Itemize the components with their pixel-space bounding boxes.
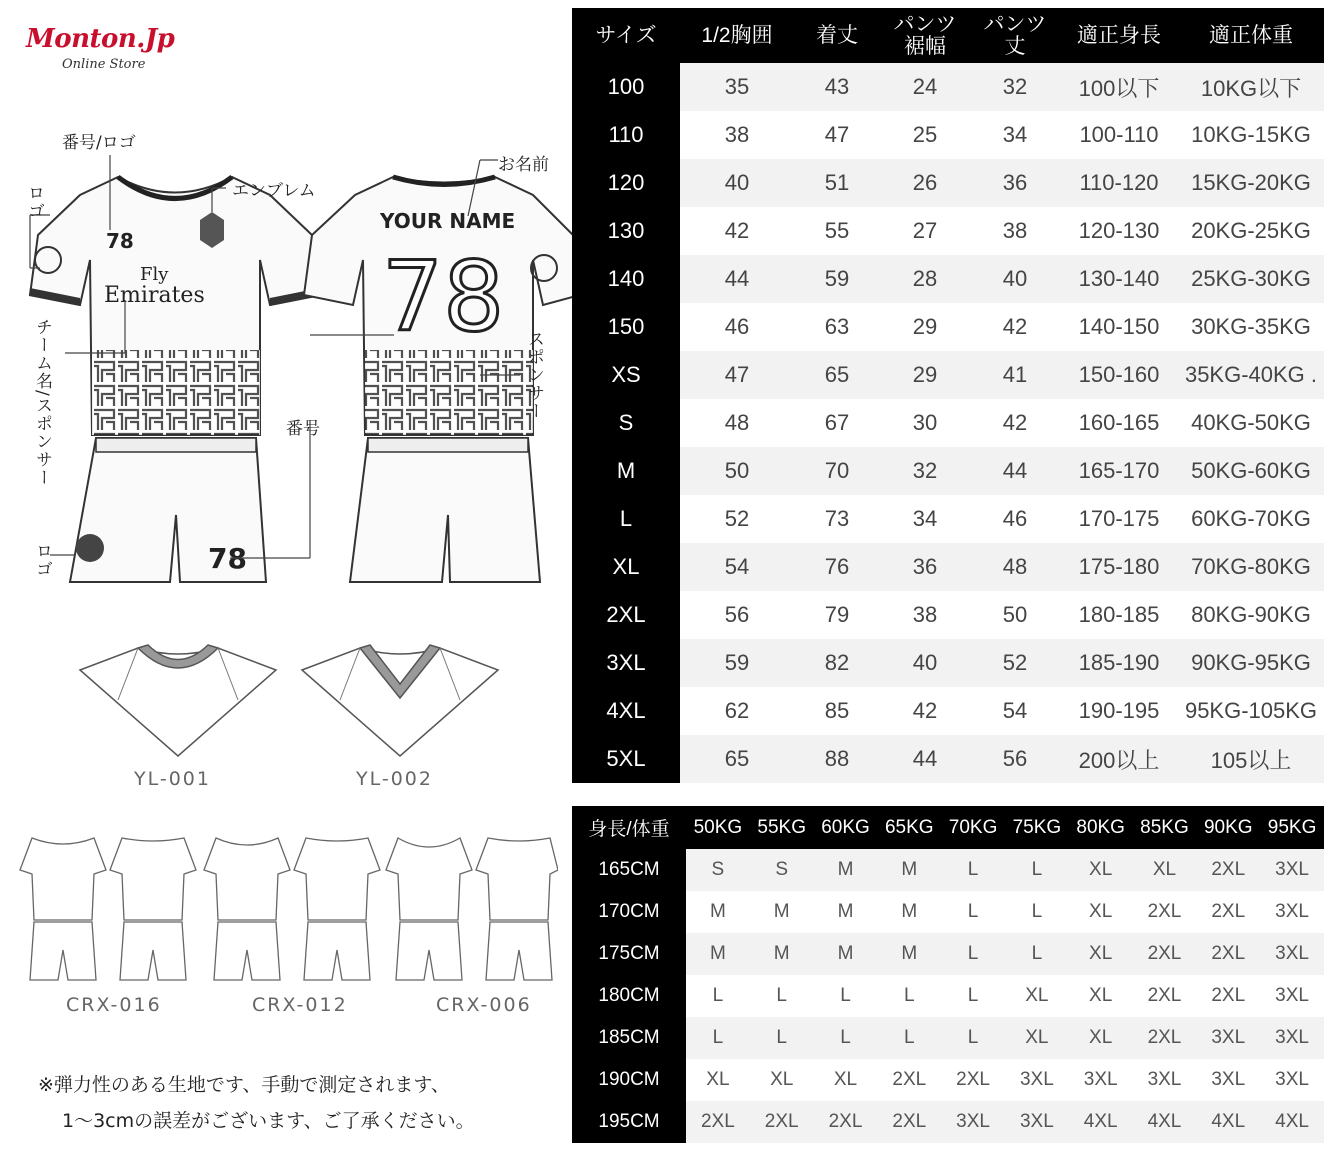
table-cell: M xyxy=(877,849,941,891)
column-header: 70KG xyxy=(941,806,1005,849)
back-name: YOUR NAME xyxy=(380,209,516,233)
table-cell: 2XL xyxy=(1196,849,1260,891)
table-cell: 26 xyxy=(880,159,970,207)
table-cell: 65 xyxy=(680,735,794,783)
table-cell: M xyxy=(686,933,750,975)
table-cell: 2XL xyxy=(814,1101,878,1143)
table-cell: 95KG-105KG xyxy=(1178,687,1324,735)
size-label: 3XL xyxy=(572,639,680,687)
column-header: 90KG xyxy=(1196,806,1260,849)
column-header: 適正身長 xyxy=(1060,8,1178,63)
size-label: 100 xyxy=(572,63,680,111)
table-cell: 180-185 xyxy=(1060,591,1178,639)
table-cell: 130-140 xyxy=(1060,255,1178,303)
size-label: 140 xyxy=(572,255,680,303)
table-cell: 85 xyxy=(794,687,880,735)
table-row xyxy=(572,891,1324,933)
sponsor-line2: Emirates xyxy=(104,283,205,308)
column-header: 50KG xyxy=(686,806,750,849)
table-row xyxy=(572,1059,1324,1101)
table-cell: 29 xyxy=(880,351,970,399)
table-cell: 46 xyxy=(970,495,1060,543)
table-cell: 52 xyxy=(680,495,794,543)
table-cell: 38 xyxy=(880,591,970,639)
front-shirt xyxy=(29,177,321,435)
table-cell: 2XL xyxy=(1196,891,1260,933)
column-header: 65KG xyxy=(877,806,941,849)
table-cell: XL xyxy=(750,1059,814,1101)
size-table-header xyxy=(572,8,1324,63)
callout-your-name: お名前 xyxy=(498,155,549,175)
table-cell: 24 xyxy=(880,63,970,111)
table-cell: XL xyxy=(1005,1017,1069,1059)
sponsor-line1: Fly xyxy=(140,264,169,285)
table-cell: 36 xyxy=(880,543,970,591)
table-row xyxy=(572,399,1324,447)
table-cell: 2XL xyxy=(1196,933,1260,975)
table-cell: 40 xyxy=(680,159,794,207)
table-cell: L xyxy=(1005,933,1069,975)
table-row xyxy=(572,207,1324,255)
table-cell: 140-150 xyxy=(1060,303,1178,351)
table-cell: 2XL xyxy=(1133,933,1197,975)
size-label: 120 xyxy=(572,159,680,207)
collar-code-2: YL-002 xyxy=(356,768,433,790)
column-header: 適正体重 xyxy=(1178,8,1324,63)
table-cell: 80KG-90KG xyxy=(1178,591,1324,639)
height-label: 170CM xyxy=(572,891,686,933)
table-row xyxy=(572,591,1324,639)
brand-logo: Monton.Jp xyxy=(26,24,175,54)
height-label: 175CM xyxy=(572,933,686,975)
note-line-1: ※弾力性のある生地です、手動で測定されます、 xyxy=(38,1074,450,1096)
table-row xyxy=(572,1101,1324,1143)
table-cell: 3XL xyxy=(1260,891,1324,933)
callout-number-logo: 番号/ロゴ xyxy=(62,133,136,153)
table-cell: 38 xyxy=(680,111,794,159)
table-cell: L xyxy=(941,975,1005,1017)
table-cell: 56 xyxy=(970,735,1060,783)
size-label: 110 xyxy=(572,111,680,159)
height-label: 165CM xyxy=(572,849,686,891)
table-row xyxy=(572,849,1324,891)
fit-table xyxy=(572,806,1324,1143)
table-cell: 3XL xyxy=(1005,1101,1069,1143)
table-cell: 10KG以下 xyxy=(1178,63,1324,111)
table-cell: M xyxy=(814,849,878,891)
table-cell: 190-195 xyxy=(1060,687,1178,735)
table-cell: 32 xyxy=(970,63,1060,111)
table-cell: 90KG-95KG xyxy=(1178,639,1324,687)
table-cell: 20KG-25KG xyxy=(1178,207,1324,255)
table-cell: 4XL xyxy=(1133,1101,1197,1143)
shorts-number: 78 xyxy=(208,542,247,575)
table-cell: 100以下 xyxy=(1060,63,1178,111)
size-label: 130 xyxy=(572,207,680,255)
table-cell: 32 xyxy=(880,447,970,495)
table-cell: XL xyxy=(1069,891,1133,933)
table-cell: 29 xyxy=(880,303,970,351)
table-cell: 25 xyxy=(880,111,970,159)
table-cell: 2XL xyxy=(750,1101,814,1143)
table-cell: 59 xyxy=(680,639,794,687)
column-header: 1/2胸囲 xyxy=(680,8,794,63)
table-cell: 25KG-30KG xyxy=(1178,255,1324,303)
table-cell: 41 xyxy=(970,351,1060,399)
table-cell: XL xyxy=(814,1059,878,1101)
table-cell: XL xyxy=(1069,975,1133,1017)
collar-code-1: YL-001 xyxy=(134,768,211,790)
table-row xyxy=(572,303,1324,351)
table-cell: L xyxy=(686,975,750,1017)
table-cell: 110-120 xyxy=(1060,159,1178,207)
table-cell: M xyxy=(750,933,814,975)
table-cell: 2XL xyxy=(1133,891,1197,933)
size-label: L xyxy=(572,495,680,543)
table-cell: XL xyxy=(1069,849,1133,891)
brand-tagline: Online Store xyxy=(62,57,146,72)
table-cell: XL xyxy=(686,1059,750,1101)
table-cell: 160-165 xyxy=(1060,399,1178,447)
note-line-2: 1〜3cmの誤差がございます、ご了承ください。 xyxy=(62,1110,475,1132)
table-cell: L xyxy=(814,1017,878,1059)
table-cell: 3XL xyxy=(1196,1017,1260,1059)
table-cell: 54 xyxy=(970,687,1060,735)
table-row xyxy=(572,447,1324,495)
table-cell: 73 xyxy=(794,495,880,543)
table-cell: 100-110 xyxy=(1060,111,1178,159)
size-table-body xyxy=(572,63,1324,783)
table-cell: 2XL xyxy=(877,1101,941,1143)
column-header: 55KG xyxy=(750,806,814,849)
table-cell: 42 xyxy=(970,303,1060,351)
table-row xyxy=(572,933,1324,975)
table-cell: 3XL xyxy=(1005,1059,1069,1101)
table-cell: 35KG-40KG . xyxy=(1178,351,1324,399)
column-header: サイズ xyxy=(572,8,680,63)
size-label: XS xyxy=(572,351,680,399)
size-label: 5XL xyxy=(572,735,680,783)
table-row xyxy=(572,159,1324,207)
back-number: 78 xyxy=(382,241,505,353)
callout-number: 番号 xyxy=(286,419,320,439)
table-cell: 3XL xyxy=(1260,933,1324,975)
table-cell: XL xyxy=(1069,1017,1133,1059)
table-cell: S xyxy=(750,849,814,891)
table-cell: 79 xyxy=(794,591,880,639)
table-cell: 76 xyxy=(794,543,880,591)
table-cell: 48 xyxy=(680,399,794,447)
table-cell: 70 xyxy=(794,447,880,495)
table-cell: 51 xyxy=(794,159,880,207)
table-row xyxy=(572,1017,1324,1059)
table-cell: 43 xyxy=(794,63,880,111)
table-cell: 4XL xyxy=(1196,1101,1260,1143)
table-cell: 4XL xyxy=(1069,1101,1133,1143)
table-cell: 3XL xyxy=(1069,1059,1133,1101)
table-cell: 2XL xyxy=(1133,975,1197,1017)
table-cell: 59 xyxy=(794,255,880,303)
table-cell: M xyxy=(814,933,878,975)
table-cell: 42 xyxy=(680,207,794,255)
table-cell: XL xyxy=(1005,975,1069,1017)
table-row xyxy=(572,735,1324,783)
table-cell: M xyxy=(686,891,750,933)
table-cell: 55 xyxy=(794,207,880,255)
table-cell: 2XL xyxy=(941,1059,1005,1101)
table-cell: L xyxy=(941,849,1005,891)
table-cell: 105以上 xyxy=(1178,735,1324,783)
table-cell: 44 xyxy=(970,447,1060,495)
table-cell: 42 xyxy=(880,687,970,735)
table-cell: 70KG-80KG xyxy=(1178,543,1324,591)
table-cell: 48 xyxy=(970,543,1060,591)
column-header: 60KG xyxy=(814,806,878,849)
table-cell: 34 xyxy=(970,111,1060,159)
front-number: 78 xyxy=(106,229,134,253)
table-cell: M xyxy=(750,891,814,933)
front-shorts xyxy=(70,438,266,582)
size-label: XL xyxy=(572,543,680,591)
column-header: 85KG xyxy=(1133,806,1197,849)
table-cell: 10KG-15KG xyxy=(1178,111,1324,159)
table-cell: 3XL xyxy=(1260,1059,1324,1101)
callout-emblem: エンブレム xyxy=(232,181,316,201)
table-cell: 38 xyxy=(970,207,1060,255)
table-row xyxy=(572,495,1324,543)
table-cell: M xyxy=(877,891,941,933)
table-cell: 3XL xyxy=(1260,975,1324,1017)
column-header: 着丈 xyxy=(794,8,880,63)
table-row xyxy=(572,111,1324,159)
table-cell: 2XL xyxy=(1133,1017,1197,1059)
table-cell: 46 xyxy=(680,303,794,351)
size-label: 150 xyxy=(572,303,680,351)
table-cell: L xyxy=(1005,849,1069,891)
table-cell: 3XL xyxy=(1260,1017,1324,1059)
table-cell: L xyxy=(750,1017,814,1059)
table-cell: 36 xyxy=(970,159,1060,207)
table-row xyxy=(572,639,1324,687)
table-cell: 170-175 xyxy=(1060,495,1178,543)
table-cell: 15KG-20KG xyxy=(1178,159,1324,207)
table-cell: 40KG-50KG xyxy=(1178,399,1324,447)
collar-yl-002 xyxy=(300,640,500,760)
height-label: 185CM xyxy=(572,1017,686,1059)
table-cell: 185-190 xyxy=(1060,639,1178,687)
table-cell: 2XL xyxy=(877,1059,941,1101)
table-cell: 88 xyxy=(794,735,880,783)
table-cell: 50KG-60KG xyxy=(1178,447,1324,495)
table-cell: L xyxy=(877,975,941,1017)
table-cell: 34 xyxy=(880,495,970,543)
table-cell: 67 xyxy=(794,399,880,447)
table-cell: 3XL xyxy=(1133,1059,1197,1101)
table-cell: 52 xyxy=(970,639,1060,687)
table-cell: 35 xyxy=(680,63,794,111)
table-row xyxy=(572,687,1324,735)
table-cell: L xyxy=(941,1017,1005,1059)
table-cell: 4XL xyxy=(1260,1101,1324,1143)
table-cell: 62 xyxy=(680,687,794,735)
table-cell: 47 xyxy=(794,111,880,159)
size-table xyxy=(572,8,1324,783)
table-cell: 2XL xyxy=(686,1101,750,1143)
table-row xyxy=(572,63,1324,111)
size-label: M xyxy=(572,447,680,495)
size-label: 2XL xyxy=(572,591,680,639)
column-header: 95KG xyxy=(1260,806,1324,849)
table-cell: 2XL xyxy=(1196,975,1260,1017)
table-cell: 50 xyxy=(970,591,1060,639)
table-row xyxy=(572,543,1324,591)
table-cell: M xyxy=(814,891,878,933)
table-cell: 63 xyxy=(794,303,880,351)
column-header: パンツ 丈 xyxy=(970,8,1060,63)
table-cell: 40 xyxy=(880,639,970,687)
table-cell: 44 xyxy=(680,255,794,303)
table-cell: L xyxy=(750,975,814,1017)
table-cell: 44 xyxy=(880,735,970,783)
height-label: 195CM xyxy=(572,1101,686,1143)
table-cell: 65 xyxy=(794,351,880,399)
table-cell: S xyxy=(686,849,750,891)
table-cell: M xyxy=(877,933,941,975)
collar-yl-001 xyxy=(78,640,278,760)
table-cell: 3XL xyxy=(1196,1059,1260,1101)
table-cell: 42 xyxy=(970,399,1060,447)
table-cell: 54 xyxy=(680,543,794,591)
size-label: S xyxy=(572,399,680,447)
table-cell: 27 xyxy=(880,207,970,255)
table-cell: XL xyxy=(1133,849,1197,891)
table-cell: 30KG-35KG xyxy=(1178,303,1324,351)
column-header: 80KG xyxy=(1069,806,1133,849)
table-row xyxy=(572,975,1324,1017)
size-label: 4XL xyxy=(572,687,680,735)
table-cell: L xyxy=(941,891,1005,933)
table-cell: 3XL xyxy=(941,1101,1005,1143)
callout-logo-bottom: ロゴ xyxy=(32,542,52,578)
shorts-logo-icon xyxy=(76,534,104,562)
table-cell: L xyxy=(814,975,878,1017)
table-cell: 47 xyxy=(680,351,794,399)
style-code-2: CRX-012 xyxy=(252,994,348,1016)
callout-logo-left: ロゴ xyxy=(24,184,44,220)
fit-table-body xyxy=(572,849,1324,1143)
height-label: 180CM xyxy=(572,975,686,1017)
column-header: パンツ 裾幅 xyxy=(880,8,970,63)
table-cell: 56 xyxy=(680,591,794,639)
style-variants xyxy=(18,830,558,990)
table-cell: L xyxy=(1005,891,1069,933)
callout-sponsor-right: スポンサー xyxy=(524,330,544,420)
table-cell: 60KG-70KG xyxy=(1178,495,1324,543)
table-cell: 28 xyxy=(880,255,970,303)
callout-team-sponsor: チーム名/スポンサー xyxy=(32,318,52,487)
table-cell: XL xyxy=(1069,933,1133,975)
table-cell: 3XL xyxy=(1260,849,1324,891)
column-header: 75KG xyxy=(1005,806,1069,849)
table-cell: 30 xyxy=(880,399,970,447)
table-cell: 165-170 xyxy=(1060,447,1178,495)
column-header: 身長/体重 xyxy=(572,806,686,849)
table-cell: 120-130 xyxy=(1060,207,1178,255)
table-cell: 82 xyxy=(794,639,880,687)
table-cell: 150-160 xyxy=(1060,351,1178,399)
back-shorts xyxy=(350,438,540,582)
table-row xyxy=(572,255,1324,303)
table-cell: L xyxy=(877,1017,941,1059)
table-cell: 40 xyxy=(970,255,1060,303)
table-cell: 50 xyxy=(680,447,794,495)
height-label: 190CM xyxy=(572,1059,686,1101)
table-cell: L xyxy=(686,1017,750,1059)
table-cell: L xyxy=(941,933,1005,975)
style-code-1: CRX-016 xyxy=(66,994,162,1016)
table-cell: 200以上 xyxy=(1060,735,1178,783)
table-row xyxy=(572,351,1324,399)
fit-table-header xyxy=(572,806,1324,849)
table-cell: 175-180 xyxy=(1060,543,1178,591)
style-code-3: CRX-006 xyxy=(436,994,532,1016)
